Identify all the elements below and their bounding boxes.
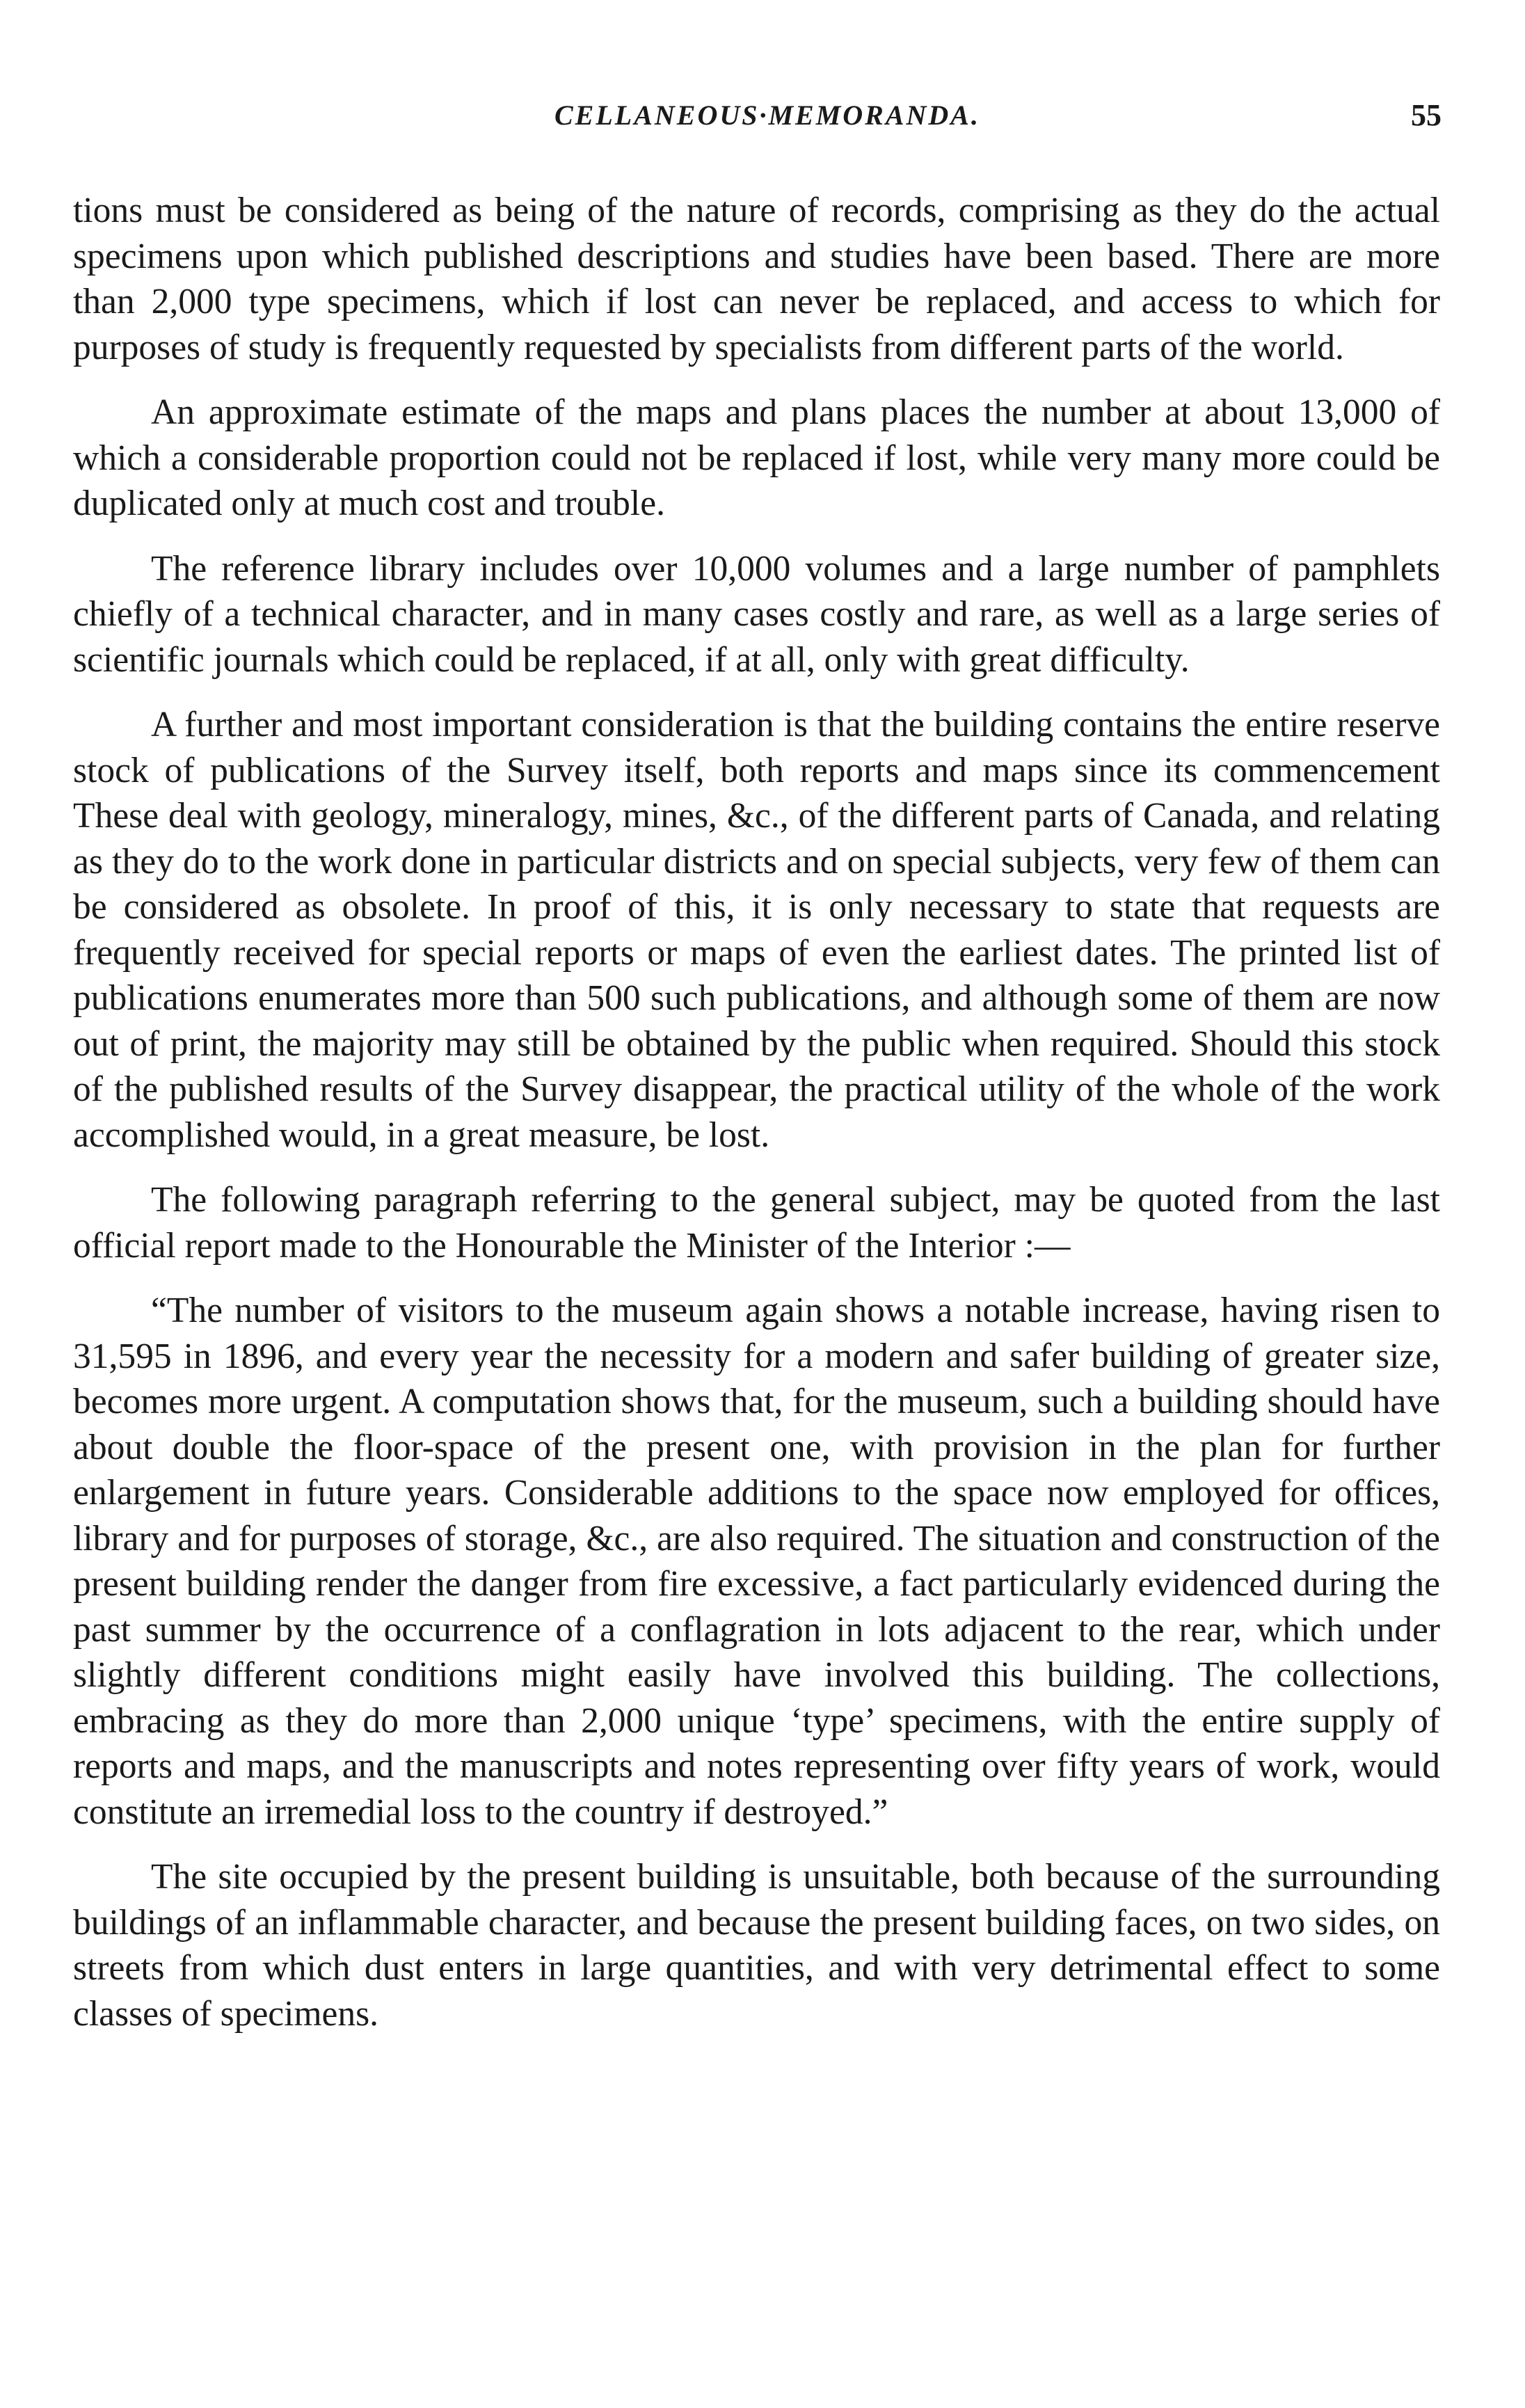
paragraph-reserve-stock: A further and most important consideration is that the building contains the entire reserve stock of publications of the Survey itself, both reports and maps since its commencement These deal with geology, mineralogy, mines, &c., of the different parts of Canada, and relating as they do to the work done in particular districts and on special subjects, very few of them can be considered as obsolete. In proof of this, it is only necessary to state that requests are frequently received for special reports or maps of even the earliest dates. The printed list of publications enumerates more than 500 such publications, and although some of them are now out of print, the majority may still be obtained by the public when required. Should this stock of the published results of the Survey disappear, the practical utility of the whole of the work accomplished would, in a great measure, be lost. bbox=[73, 705, 1440, 1155]
paragraph-quoted-report: “The number of visitors to the museum again shows a notable increase, having risen to 31,595 in 1896, and every year the necessity for a modern and safer building of greater size, becomes more urgent. A computation shows that, for the museum, such a building should have about double the floor-space of the present one, with provision in the plan for further enlargement in future years. Considerable additions to the space now employed for offices, library and for purposes of storage, &c., are also required. The situation and construction of the present building render the danger from fire excessive, a fact particularly evidenced during the past summer by the occurrence of a conflagration in lots adjacent to the rear, which under slightly different conditions might easily have involved this building. The collections, embracing as they do more than 2,000 unique ‘type’ specimens, with the entire supply of reports and maps, and the manuscripts and notes representing over fifty years of work, would constitute an irremedial loss to the country if destroyed.” bbox=[73, 1291, 1440, 1832]
paragraph-maps-and-plans: An approximate estimate of the maps and plans places the number at about 13,000 of which a considerable proportion could not be replaced if lost, while very many more could be duplicated only at much cost and trouble. bbox=[73, 392, 1440, 523]
paragraph-quotation-intro: The following paragraph referring to the general subject, may be quoted from the last official report made to the Honourable the Minister of the Interior :— bbox=[73, 1180, 1440, 1266]
body-text bbox=[73, 188, 1440, 2056]
paragraph-type-specimens: tions must be considered as being of the nature of records, comprising as they do the actual specimens upon which published descriptions and studies have been based. There are more than 2,000 type specimens, which if lost can never be replaced, and access to which for purposes of study is frequently requested by specialists from different parts of the world. bbox=[73, 191, 1440, 367]
running-title: CELLANEOUS·MEMORANDA. bbox=[554, 99, 980, 131]
paragraph-site-unsuitable: The site occupied by the present building is unsuitable, both because of the surrounding buildings of an inflammable character, and because the present building faces, on two sides, on streets from which dust enters in large quantities, and with very detrimental effect to some classes of specimens. bbox=[73, 1857, 1440, 2034]
running-header bbox=[77, 95, 1458, 143]
paragraph-reference-library: The reference library includes over 10,000 volumes and a large number of pamphlets chiefly of a technical character, and in many cases costly and rare, as well as a large series of scientific journals which could be replaced, if at all, only with great difficulty. bbox=[73, 548, 1440, 680]
page-number: 55 bbox=[1411, 98, 1442, 132]
